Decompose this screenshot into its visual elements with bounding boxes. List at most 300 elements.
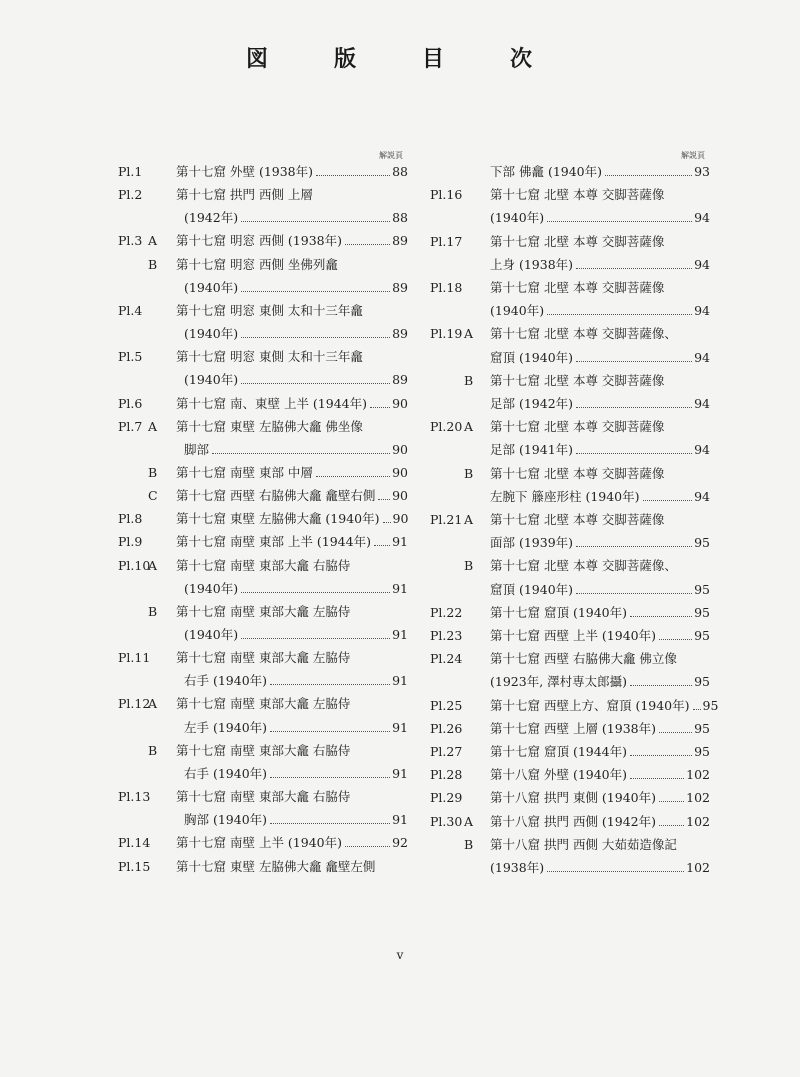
toc-entry	[176, 392, 408, 415]
plate-sub-label: A	[148, 558, 158, 573]
plate-label: Pl.20	[430, 419, 463, 434]
dot-leader	[630, 616, 692, 617]
entry-title: 第十七窟 北壁 本尊 交脚菩薩像、	[490, 558, 677, 573]
plate-label: Pl.15	[118, 859, 151, 874]
toc-line	[430, 160, 710, 183]
toc-line	[430, 717, 710, 740]
toc-line	[118, 577, 408, 600]
dot-leader	[659, 825, 684, 826]
entry-page: 89	[392, 326, 408, 341]
entry-title: (1940年)	[490, 210, 545, 225]
toc-line	[118, 692, 408, 715]
entry-title: (1923年, 澤村専太郎攝)	[490, 674, 628, 689]
entry-page: 102	[686, 814, 710, 829]
toc-entry	[490, 670, 710, 693]
toc-entry	[184, 438, 408, 461]
entry-page: 102	[686, 790, 710, 805]
plate-label: Pl.5	[118, 349, 143, 364]
toc-entry	[184, 206, 408, 229]
toc-entry	[490, 786, 710, 809]
entry-title: 上身 (1938年)	[490, 257, 574, 272]
toc-line	[430, 763, 710, 786]
toc-entry	[490, 856, 710, 879]
entry-title: 第十七窟 南壁 上半 (1940年)	[176, 835, 342, 850]
entry-page: 90	[392, 465, 408, 480]
entry-page: 102	[686, 767, 710, 782]
toc-line	[118, 206, 408, 229]
toc-line	[118, 484, 408, 507]
toc-entry	[490, 160, 710, 183]
entry-title: 第十七窟 東壁 左脇佛大龕 (1940年)	[176, 511, 380, 526]
plate-sub-label: A	[464, 814, 474, 829]
toc-entry	[490, 578, 710, 601]
toc-entry	[176, 530, 408, 553]
entry-title: 第十八窟 拱門 東側 (1940年)	[490, 790, 656, 805]
entry-page: 89	[392, 280, 408, 295]
plate-sub-label: B	[148, 257, 158, 272]
toc-entry	[490, 810, 710, 833]
entry-title: 第十七窟 東壁 左脇佛大龕 龕壁左側	[176, 859, 376, 874]
plate-sub-label: B	[464, 466, 474, 481]
toc-line	[430, 322, 710, 345]
toc-line	[430, 694, 719, 717]
entry-title: (1940年)	[184, 280, 239, 295]
toc-line	[430, 601, 710, 624]
entry-page: 94	[694, 489, 710, 504]
toc-entry	[490, 415, 710, 438]
entry-title: 第十七窟 南壁 東部大龕 右脇侍	[176, 558, 351, 573]
toc-line	[118, 276, 408, 299]
dot-leader	[270, 684, 390, 685]
toc-line	[430, 670, 710, 693]
toc-entry	[490, 647, 710, 670]
toc-line	[430, 346, 710, 369]
toc-entry	[490, 253, 710, 276]
dot-leader	[547, 314, 692, 315]
dot-leader	[270, 777, 390, 778]
plate-label: Pl.19	[430, 326, 463, 341]
plate-sub-label: B	[464, 837, 474, 852]
toc-entry	[490, 392, 710, 415]
entry-title: 第十七窟 北壁 本尊 交脚菩薩像	[490, 419, 665, 434]
toc-entry	[490, 438, 710, 461]
dot-leader	[270, 731, 390, 732]
dot-leader	[316, 476, 390, 477]
plate-sub-label: A	[464, 512, 474, 527]
entry-title: 第十七窟 窟頂 (1944年)	[490, 744, 628, 759]
toc-entry	[490, 230, 710, 253]
toc-entry	[176, 785, 408, 808]
entry-title: 第十七窟 北壁 本尊 交脚菩薩像	[490, 234, 665, 249]
plate-sub-label: A	[148, 233, 158, 248]
toc-entry	[176, 739, 408, 762]
toc-entry	[490, 462, 710, 485]
toc-entry	[184, 716, 408, 739]
entry-title: 第十七窟 拱門 西側 上層	[176, 187, 313, 202]
toc-entry	[176, 831, 408, 854]
dot-leader	[547, 871, 684, 872]
entry-title: 第十七窟 北壁 本尊 交脚菩薩像	[490, 280, 665, 295]
entry-page: 95	[694, 605, 710, 620]
plate-label: Pl.22	[430, 605, 463, 620]
toc-entry	[490, 183, 710, 206]
toc-entry	[176, 507, 408, 530]
toc-entry	[184, 669, 408, 692]
plate-sub-label: A	[148, 419, 158, 434]
toc-entry	[490, 531, 710, 554]
dot-leader	[630, 755, 692, 756]
plate-label: Pl.14	[118, 835, 151, 850]
entry-title: 第十七窟 西壁 上半 (1940年)	[490, 628, 656, 643]
plate-sub-label: B	[464, 558, 474, 573]
entry-title: (1942年)	[184, 210, 239, 225]
entry-title: 第十七窟 外壁 (1938年)	[176, 164, 314, 179]
dot-leader	[241, 592, 390, 593]
entry-title: 面部 (1939年)	[490, 535, 574, 550]
dot-leader	[378, 499, 390, 500]
plate-sub-label: A	[464, 419, 474, 434]
entry-title: 右手 (1940年)	[184, 673, 268, 688]
entry-page: 93	[694, 164, 710, 179]
toc-entry	[490, 299, 710, 322]
entry-page: 91	[392, 766, 408, 781]
toc-line	[430, 810, 710, 833]
toc-entry	[490, 369, 710, 392]
toc-line	[118, 831, 408, 854]
toc-entry	[176, 646, 408, 669]
dot-leader	[576, 593, 692, 594]
toc-line	[430, 578, 710, 601]
entry-title: 第十七窟 明窓 東側 太和十三年龕	[176, 303, 363, 318]
entry-title: 第十七窟 南壁 東部大龕 右脇侍	[176, 789, 351, 804]
toc-entry	[184, 808, 408, 831]
entry-title: 右手 (1940年)	[184, 766, 268, 781]
entry-title: 第十八窟 拱門 西側 (1942年)	[490, 814, 656, 829]
toc-line	[118, 762, 408, 785]
plate-label: Pl.11	[118, 650, 151, 665]
plate-label: Pl.6	[118, 396, 143, 411]
dot-leader	[643, 500, 693, 501]
plate-label: Pl.28	[430, 767, 463, 782]
toc-line	[118, 392, 408, 415]
entry-page: 94	[694, 350, 710, 365]
toc-line	[118, 507, 408, 530]
toc-entry	[176, 183, 408, 206]
toc-entry	[490, 624, 710, 647]
entry-title: 窟頂 (1940年)	[490, 350, 574, 365]
toc-entry	[176, 692, 408, 715]
toc-line	[430, 206, 710, 229]
plate-label: Pl.16	[430, 187, 463, 202]
toc-line	[118, 438, 408, 461]
toc-entry	[176, 600, 408, 623]
entry-title: (1940年)	[490, 303, 545, 318]
toc-entry	[176, 345, 408, 368]
entry-title: 第十七窟 南壁 東部 上半 (1944年)	[176, 534, 371, 549]
toc-entry	[176, 253, 408, 276]
plate-label: Pl.10	[118, 558, 151, 573]
plate-sub-label: A	[464, 326, 474, 341]
toc-entry	[184, 322, 408, 345]
plate-sub-label: A	[148, 696, 158, 711]
entry-title: 第十七窟 西壁 右脇佛大龕 佛立像	[490, 651, 677, 666]
plate-sub-label: C	[148, 488, 158, 503]
plate-label: Pl.24	[430, 651, 463, 666]
plate-label: Pl.17	[430, 234, 463, 249]
plate-label: Pl.12	[118, 696, 151, 711]
toc-entry	[176, 855, 408, 878]
toc-line	[118, 623, 408, 646]
plate-label: Pl.25	[430, 698, 463, 713]
entry-page: 102	[686, 860, 710, 875]
toc-line	[430, 647, 710, 670]
toc-entry	[176, 554, 408, 577]
plate-label: Pl.7	[118, 419, 143, 434]
toc-line	[118, 808, 408, 831]
dot-leader	[241, 291, 390, 292]
dot-leader	[576, 268, 692, 269]
dot-leader	[693, 709, 701, 710]
page-number: v	[396, 948, 404, 962]
toc-line	[430, 462, 710, 485]
plate-label: Pl.3	[118, 233, 143, 248]
toc-entry	[176, 299, 408, 322]
entry-title: 第十七窟 南壁 東部大龕 左脇侍	[176, 604, 351, 619]
toc-line	[118, 785, 408, 808]
toc-line	[118, 345, 408, 368]
plate-label: Pl.21	[430, 512, 463, 527]
toc-entry	[490, 276, 710, 299]
toc-line	[430, 508, 710, 531]
toc-entry	[490, 485, 710, 508]
entry-title: 胸部 (1940年)	[184, 812, 268, 827]
dot-leader	[576, 407, 692, 408]
toc-entry	[184, 276, 408, 299]
dot-leader	[370, 407, 390, 408]
toc-entry	[176, 461, 408, 484]
toc-line	[118, 415, 408, 438]
dot-leader	[630, 778, 684, 779]
dot-leader	[270, 823, 390, 824]
entry-title: (1938年)	[490, 860, 545, 875]
entry-page: 94	[694, 210, 710, 225]
entry-title: 第十七窟 明窓 西側 (1938年)	[176, 233, 342, 248]
toc-line	[430, 531, 710, 554]
toc-entry	[490, 763, 710, 786]
dot-leader	[241, 221, 390, 222]
entry-page: 91	[392, 581, 408, 596]
toc-line	[430, 786, 710, 809]
plate-label: Pl.1	[118, 164, 143, 179]
entry-page: 90	[392, 442, 408, 457]
toc-line	[118, 461, 408, 484]
dot-leader	[345, 244, 390, 245]
toc-line	[430, 230, 710, 253]
dot-leader	[630, 685, 692, 686]
entry-page: 95	[694, 628, 710, 643]
toc-entry	[176, 484, 408, 507]
dot-leader	[241, 638, 390, 639]
toc-entry	[184, 577, 408, 600]
toc-line	[118, 253, 408, 276]
toc-line	[430, 253, 710, 276]
toc-line	[430, 438, 710, 461]
entry-title: 窟頂 (1940年)	[490, 582, 574, 597]
entry-title: (1940年)	[184, 326, 239, 341]
toc-entry	[176, 160, 408, 183]
entry-title: 第十七窟 明窓 西側 坐佛列龕	[176, 257, 338, 272]
entry-page: 91	[392, 812, 408, 827]
entry-page: 91	[392, 673, 408, 688]
entry-page: 95	[694, 674, 710, 689]
toc-entry	[176, 229, 408, 252]
entry-title: 第十七窟 北壁 本尊 交脚菩薩像	[490, 512, 665, 527]
entry-page: 90	[392, 511, 409, 526]
entry-title: 第十七窟 西壁上方、窟頂 (1940年)	[490, 698, 690, 713]
plate-label: Pl.2	[118, 187, 143, 202]
plate-label: Pl.23	[430, 628, 463, 643]
entry-page: 95	[702, 698, 719, 713]
plate-sub-label: B	[148, 604, 158, 619]
toc-line	[430, 740, 710, 763]
toc-line	[118, 299, 408, 322]
entry-page: 90	[392, 488, 408, 503]
toc-line	[430, 624, 710, 647]
dot-leader	[659, 732, 692, 733]
toc-entry	[490, 833, 710, 856]
entry-title: 脚部	[184, 442, 210, 457]
dot-leader	[241, 337, 390, 338]
page-column-header: 解説頁	[379, 151, 403, 160]
plate-label: Pl.29	[430, 790, 463, 805]
plate-label: Pl.13	[118, 789, 151, 804]
toc-line	[118, 183, 408, 206]
toc-line	[118, 669, 408, 692]
entry-title: 足部 (1941年)	[490, 442, 574, 457]
toc-entry	[490, 508, 710, 531]
entry-page: 94	[694, 257, 710, 272]
dot-leader	[659, 639, 692, 640]
toc-entry	[490, 601, 710, 624]
entry-title: 左手 (1940年)	[184, 720, 268, 735]
toc-line	[430, 392, 710, 415]
plate-sub-label: B	[148, 743, 158, 758]
toc-entry	[176, 415, 408, 438]
plate-label: Pl.8	[118, 511, 143, 526]
dot-leader	[383, 522, 391, 523]
entry-title: (1940年)	[184, 581, 239, 596]
entry-title: 第十七窟 南壁 東部 中層	[176, 465, 313, 480]
entry-page: 95	[694, 744, 710, 759]
toc-entry	[184, 762, 408, 785]
plate-label: Pl.9	[118, 534, 143, 549]
entry-title: 第十七窟 北壁 本尊 交脚菩薩像、	[490, 326, 677, 341]
dot-leader	[374, 545, 390, 546]
toc-entry	[490, 740, 710, 763]
entry-title: 第十八窟 外壁 (1940年)	[490, 767, 628, 782]
entry-page: 91	[392, 720, 408, 735]
toc-line	[430, 415, 710, 438]
toc-entry	[490, 717, 710, 740]
entry-page: 92	[392, 835, 408, 850]
entry-title: 第十七窟 北壁 本尊 交脚菩薩像	[490, 373, 665, 388]
entry-title: 第十七窟 南壁 東部大龕 右脇侍	[176, 743, 351, 758]
toc-line	[118, 600, 408, 623]
plate-label: Pl.30	[430, 814, 463, 829]
toc-line	[118, 530, 408, 553]
entry-page: 94	[694, 303, 710, 318]
entry-title: 第十七窟 明窓 東側 太和十三年龕	[176, 349, 363, 364]
plate-label: Pl.27	[430, 744, 463, 759]
entry-page: 95	[694, 582, 710, 597]
plate-sub-label: B	[148, 465, 158, 480]
entry-page: 95	[694, 535, 710, 550]
toc-line	[430, 833, 710, 856]
dot-leader	[241, 383, 390, 384]
toc-entry	[490, 554, 710, 577]
toc-line	[430, 276, 710, 299]
toc-line	[118, 855, 408, 878]
entry-page: 94	[694, 396, 710, 411]
dot-leader	[576, 361, 692, 362]
toc-entry	[490, 206, 710, 229]
toc-line	[118, 646, 408, 669]
entry-page: 89	[392, 372, 408, 387]
plate-label: Pl.4	[118, 303, 143, 318]
toc-line	[430, 299, 710, 322]
entry-title: 左腕下 籐座形柱 (1940年)	[490, 489, 640, 504]
dot-leader	[316, 175, 390, 176]
entry-title: 足部 (1942年)	[490, 396, 574, 411]
plate-sub-label: B	[464, 373, 474, 388]
toc-line	[118, 739, 408, 762]
entry-title: 第十七窟 西壁 上層 (1938年)	[490, 721, 656, 736]
entry-title: 第十八窟 拱門 西側 大茹茹造像記	[490, 837, 677, 852]
page-column-header: 解説頁	[681, 151, 705, 160]
dot-leader	[605, 175, 692, 176]
toc-line	[430, 183, 710, 206]
dot-leader	[659, 801, 684, 802]
dot-leader	[212, 453, 390, 454]
entry-title: 第十七窟 南、東壁 上半 (1944年)	[176, 396, 367, 411]
entry-title: 第十七窟 北壁 本尊 交脚菩薩像	[490, 466, 665, 481]
entry-title: 第十七窟 南壁 東部大龕 左脇侍	[176, 696, 351, 711]
toc-line	[430, 485, 710, 508]
entry-title: 第十七窟 西壁 右脇佛大龕 龕壁右側	[176, 488, 376, 503]
dot-leader	[345, 846, 390, 847]
toc-line	[430, 554, 710, 577]
dot-leader	[576, 546, 692, 547]
toc-line	[430, 856, 710, 879]
entry-title: (1940年)	[184, 372, 239, 387]
dot-leader	[576, 453, 692, 454]
toc-line	[118, 716, 408, 739]
toc-entry	[184, 368, 408, 391]
toc-line	[118, 368, 408, 391]
toc-line	[118, 160, 408, 183]
entry-page: 91	[392, 534, 408, 549]
entry-title: 下部 佛龕 (1940年)	[490, 164, 603, 179]
toc-line	[118, 322, 408, 345]
entry-page: 95	[694, 721, 710, 736]
entry-title: 第十七窟 南壁 東部大龕 左脇侍	[176, 650, 351, 665]
toc-line	[118, 554, 408, 577]
entry-page: 89	[392, 233, 408, 248]
entry-page: 88	[392, 210, 408, 225]
toc-line	[430, 369, 710, 392]
entry-title: 第十七窟 北壁 本尊 交脚菩薩像	[490, 187, 665, 202]
page-title: 図 版 目 次	[245, 46, 554, 72]
